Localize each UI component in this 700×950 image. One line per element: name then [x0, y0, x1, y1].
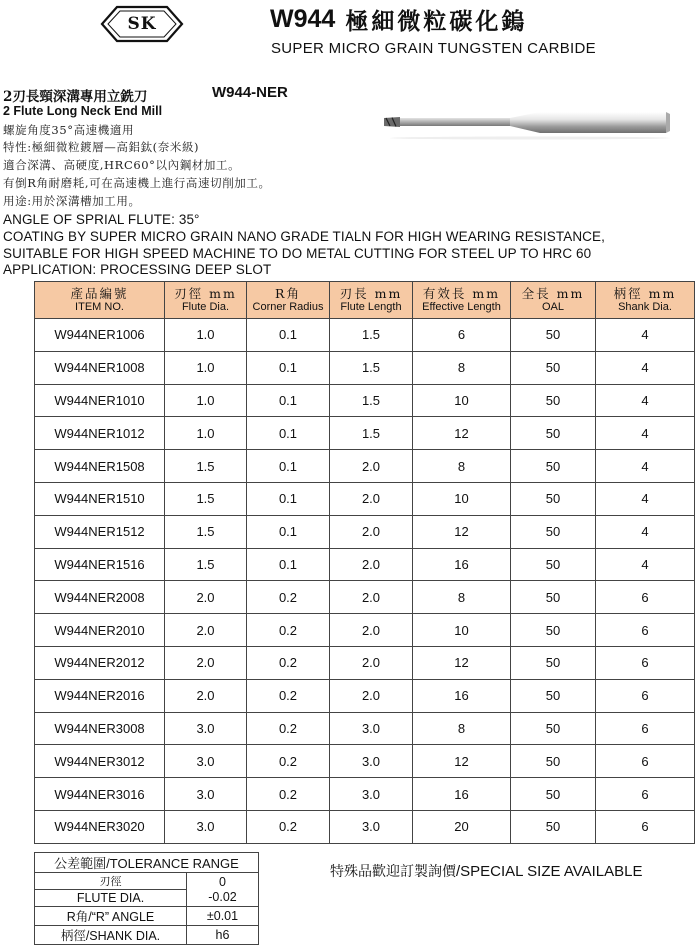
- cell-item-no: W944NER2008: [35, 581, 165, 614]
- sk-logo: [100, 5, 184, 43]
- cell-flute-length: 2.0: [330, 450, 413, 483]
- cell-flute-dia: 2.0: [165, 614, 247, 647]
- cell-flute-length: 2.0: [330, 482, 413, 515]
- cell-oal: 50: [511, 515, 596, 548]
- cell-corner-radius: 0.2: [247, 679, 330, 712]
- cell-corner-radius: 0.2: [247, 614, 330, 647]
- cell-shank-dia: 4: [596, 351, 695, 384]
- table-row: [35, 712, 695, 745]
- spec-table: [34, 281, 695, 844]
- table-row: [35, 417, 695, 450]
- cell-effective-length: 20: [413, 810, 511, 843]
- cell-flute-dia: 3.0: [165, 810, 247, 843]
- cell-effective-length: 8: [413, 450, 511, 483]
- cell-effective-length: 8: [413, 351, 511, 384]
- product-name-cn: 2刃長頸深溝專用立銑刀: [3, 89, 148, 105]
- cell-flute-length: 2.0: [330, 646, 413, 679]
- r-angle-label: R角/“R” ANGLE: [35, 907, 187, 926]
- cell-corner-radius: 0.2: [247, 778, 330, 811]
- cell-effective-length: 6: [413, 319, 511, 352]
- cell-shank-dia: 4: [596, 482, 695, 515]
- flute-dia-tolerance: [187, 873, 259, 907]
- cell-shank-dia: 6: [596, 778, 695, 811]
- cell-oal: 50: [511, 712, 596, 745]
- cell-effective-length: 16: [413, 548, 511, 581]
- cell-flute-dia: 1.0: [165, 384, 247, 417]
- cell-oal: 50: [511, 319, 596, 352]
- cell-corner-radius: 0.1: [247, 450, 330, 483]
- desc-cn-line-3: 適合深溝、高硬度,HRC60°以內鋼材加工。: [3, 158, 241, 172]
- cell-flute-dia: 1.0: [165, 351, 247, 384]
- desc-cn-line-5: 用途:用於深溝槽加工用。: [3, 194, 141, 208]
- cell-oal: 50: [511, 778, 596, 811]
- desc-cn-line-4: 有倒R角耐磨耗,可在高速機上進行高速切削加工。: [3, 176, 271, 190]
- cell-corner-radius: 0.1: [247, 351, 330, 384]
- cell-flute-length: 3.0: [330, 745, 413, 778]
- cell-flute-dia: 1.5: [165, 515, 247, 548]
- spec-table-header-row: [35, 282, 695, 319]
- cell-flute-dia: 3.0: [165, 778, 247, 811]
- cell-flute-dia: 3.0: [165, 745, 247, 778]
- cell-corner-radius: 0.1: [247, 384, 330, 417]
- cell-flute-dia: 3.0: [165, 712, 247, 745]
- cell-flute-dia: 2.0: [165, 679, 247, 712]
- cell-effective-length: 10: [413, 614, 511, 647]
- cell-effective-length: 12: [413, 745, 511, 778]
- tolerance-title: 公差範圍/TOLERANCE RANGE: [35, 853, 259, 873]
- cell-flute-dia: 2.0: [165, 646, 247, 679]
- cell-flute-length: 1.5: [330, 417, 413, 450]
- cell-flute-length: 2.0: [330, 515, 413, 548]
- cell-shank-dia: 4: [596, 319, 695, 352]
- flute-dia-label-en: FLUTE DIA.: [35, 890, 187, 907]
- cell-effective-length: 16: [413, 679, 511, 712]
- shank-dia-value: h6: [187, 926, 259, 945]
- cell-flute-length: 1.5: [330, 384, 413, 417]
- model-name-cn: 極細微粒碳化鎢: [345, 8, 528, 35]
- col-header-oal: 全長 mm OAL: [511, 282, 596, 319]
- cell-oal: 50: [511, 679, 596, 712]
- cell-item-no: W944NER2012: [35, 646, 165, 679]
- cell-flute-length: 2.0: [330, 614, 413, 647]
- cell-shank-dia: 4: [596, 450, 695, 483]
- cell-item-no: W944NER1510: [35, 482, 165, 515]
- table-row: [35, 614, 695, 647]
- cell-shank-dia: 6: [596, 712, 695, 745]
- cell-flute-dia: 1.5: [165, 548, 247, 581]
- end-mill-icon: [380, 106, 680, 140]
- desc-en-line-1: ANGLE OF SPRIAL FLUTE: 35°: [3, 212, 200, 227]
- table-row: [35, 646, 695, 679]
- cell-shank-dia: 4: [596, 548, 695, 581]
- table-row: [35, 679, 695, 712]
- cell-corner-radius: 0.1: [247, 319, 330, 352]
- desc-cn-line-2: 特性:極細微粒鍍層—高鋁鈦(奈米級): [3, 140, 200, 154]
- page-title: [270, 3, 527, 36]
- shank-dia-label: 柄徑/SHANK DIA.: [35, 926, 187, 945]
- cell-item-no: W944NER1012: [35, 417, 165, 450]
- cell-flute-dia: 2.0: [165, 581, 247, 614]
- cell-oal: 50: [511, 351, 596, 384]
- cell-item-no: W944NER1508: [35, 450, 165, 483]
- table-row: [35, 515, 695, 548]
- cell-effective-length: 12: [413, 417, 511, 450]
- cell-corner-radius: 0.1: [247, 482, 330, 515]
- cell-shank-dia: 6: [596, 745, 695, 778]
- cell-oal: 50: [511, 482, 596, 515]
- cell-oal: 50: [511, 450, 596, 483]
- logo-text: SK: [127, 14, 157, 34]
- cell-flute-length: 2.0: [330, 679, 413, 712]
- col-header-flute-dia: 刃徑 mm Flute Dia.: [165, 282, 247, 319]
- col-header-item-no: 產品編號 ITEM NO.: [35, 282, 165, 319]
- cell-corner-radius: 0.2: [247, 745, 330, 778]
- cell-shank-dia: 6: [596, 679, 695, 712]
- page-subtitle: SUPER MICRO GRAIN TUNGSTEN CARBIDE: [271, 40, 596, 57]
- spec-table-body: [35, 319, 695, 844]
- cell-effective-length: 8: [413, 581, 511, 614]
- cell-corner-radius: 0.2: [247, 712, 330, 745]
- cell-item-no: W944NER3012: [35, 745, 165, 778]
- table-row: [35, 351, 695, 384]
- cell-flute-dia: 1.0: [165, 417, 247, 450]
- table-row: [35, 745, 695, 778]
- cell-effective-length: 8: [413, 712, 511, 745]
- table-row: [35, 482, 695, 515]
- table-row: [35, 581, 695, 614]
- cell-corner-radius: 0.1: [247, 548, 330, 581]
- cell-item-no: W944NER2010: [35, 614, 165, 647]
- cell-oal: 50: [511, 384, 596, 417]
- cell-item-no: W944NER1010: [35, 384, 165, 417]
- cell-item-no: W944NER3020: [35, 810, 165, 843]
- desc-en-line-4: APPLICATION: PROCESSING DEEP SLOT: [3, 262, 272, 277]
- cell-effective-length: 10: [413, 384, 511, 417]
- col-header-flute-length: 刃長 mm Flute Length: [330, 282, 413, 319]
- desc-en-line-2: COATING BY SUPER MICRO GRAIN NANO GRADE TIALN FOR HIGH WEARING RESISTANCE,: [3, 229, 605, 244]
- cell-item-no: W944NER3008: [35, 712, 165, 745]
- cell-corner-radius: 0.2: [247, 581, 330, 614]
- cell-shank-dia: 4: [596, 515, 695, 548]
- cell-flute-length: 1.5: [330, 319, 413, 352]
- cell-shank-dia: 4: [596, 417, 695, 450]
- cell-item-no: W944NER1516: [35, 548, 165, 581]
- cell-flute-dia: 1.5: [165, 482, 247, 515]
- col-header-corner-radius: R角 Corner Radius: [247, 282, 330, 319]
- product-name-en: 2 Flute Long Neck End Mill: [3, 104, 163, 118]
- cell-flute-length: 1.5: [330, 351, 413, 384]
- cell-oal: 50: [511, 810, 596, 843]
- cell-shank-dia: 4: [596, 384, 695, 417]
- cell-item-no: W944NER1008: [35, 351, 165, 384]
- special-size-en: /SPECIAL SIZE AVAILABLE: [456, 863, 643, 880]
- flute-dia-label-cn: 刃徑: [35, 873, 187, 890]
- table-row: [35, 319, 695, 352]
- flute-dia-upper: 0: [219, 874, 226, 889]
- cell-flute-length: 2.0: [330, 581, 413, 614]
- cell-oal: 50: [511, 417, 596, 450]
- cell-corner-radius: 0.2: [247, 810, 330, 843]
- special-size-note: [330, 861, 642, 881]
- cell-flute-dia: 1.5: [165, 450, 247, 483]
- cell-oal: 50: [511, 548, 596, 581]
- cell-shank-dia: 6: [596, 646, 695, 679]
- cell-shank-dia: 6: [596, 810, 695, 843]
- cell-item-no: W944NER1512: [35, 515, 165, 548]
- col-header-shank-dia: 柄徑 mm Shank Dia.: [596, 282, 695, 319]
- cell-effective-length: 12: [413, 646, 511, 679]
- cell-item-no: W944NER1006: [35, 319, 165, 352]
- table-row: [35, 778, 695, 811]
- cell-flute-length: 2.0: [330, 548, 413, 581]
- desc-cn-line-1: 螺旋角度35°高速機適用: [3, 123, 135, 137]
- cell-oal: 50: [511, 581, 596, 614]
- cell-flute-length: 3.0: [330, 778, 413, 811]
- cell-corner-radius: 0.2: [247, 646, 330, 679]
- cell-shank-dia: 6: [596, 581, 695, 614]
- cell-corner-radius: 0.1: [247, 515, 330, 548]
- cell-flute-dia: 1.0: [165, 319, 247, 352]
- cell-corner-radius: 0.1: [247, 417, 330, 450]
- cell-flute-length: 3.0: [330, 712, 413, 745]
- tolerance-table: [34, 852, 259, 945]
- cell-effective-length: 16: [413, 778, 511, 811]
- flute-dia-lower: -0.02: [208, 889, 237, 904]
- desc-en-line-3: SUITABLE FOR HIGH SPEED MACHINE TO DO METAL CUTTING FOR STEEL UP TO HRC 60: [3, 246, 592, 261]
- cell-effective-length: 10: [413, 482, 511, 515]
- col-header-effective-length: 有效長 mm Effective Length: [413, 282, 511, 319]
- cell-item-no: W944NER2016: [35, 679, 165, 712]
- cell-shank-dia: 6: [596, 614, 695, 647]
- product-code: W944-NER: [212, 84, 288, 101]
- cell-oal: 50: [511, 745, 596, 778]
- cell-effective-length: 12: [413, 515, 511, 548]
- cell-flute-length: 3.0: [330, 810, 413, 843]
- model-number: W944: [270, 5, 336, 33]
- table-row: [35, 548, 695, 581]
- special-size-cn: 特殊品歡迎訂製詢價: [330, 864, 456, 880]
- r-angle-value: ±0.01: [187, 907, 259, 926]
- table-row: [35, 450, 695, 483]
- table-row: [35, 384, 695, 417]
- table-row: [35, 810, 695, 843]
- end-mill-illustration: [380, 106, 680, 140]
- cell-item-no: W944NER3016: [35, 778, 165, 811]
- cell-oal: 50: [511, 646, 596, 679]
- cell-oal: 50: [511, 614, 596, 647]
